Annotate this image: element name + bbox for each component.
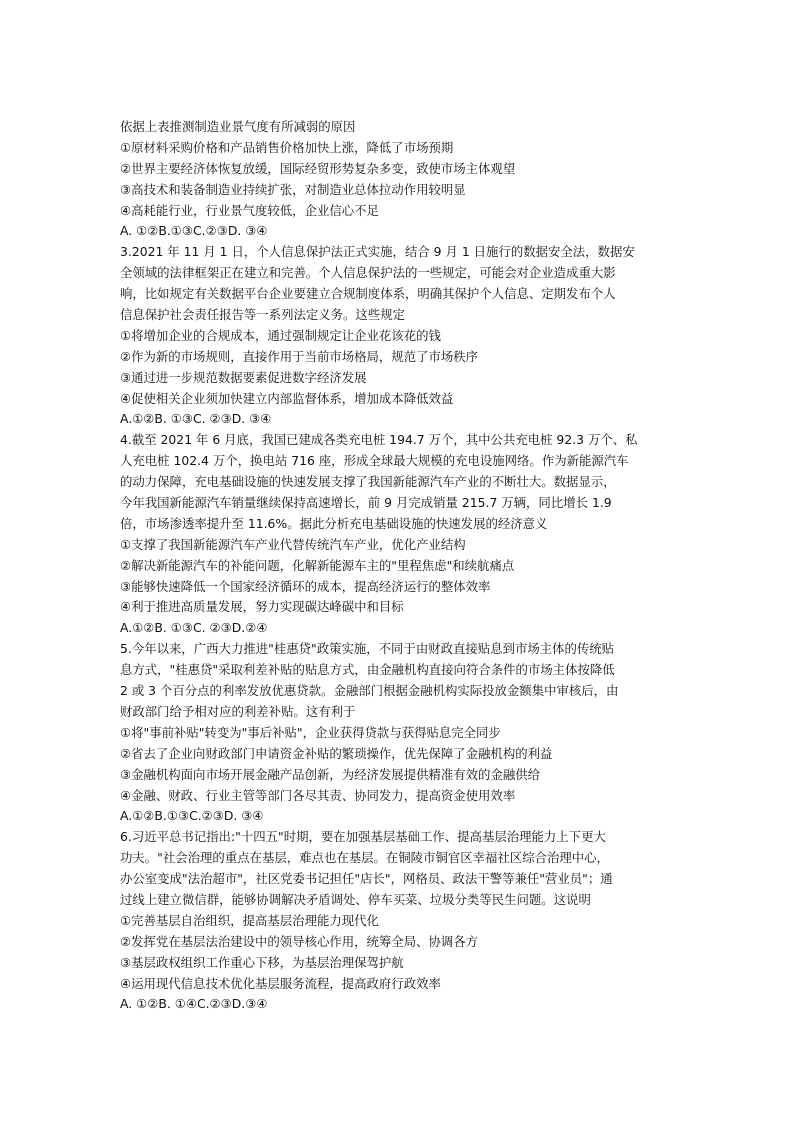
q5-stem-line: 息方式，"桂惠贷"采取利差补贴的贴息方式，由金融机构直接向符合条件的市场主体按降低 xyxy=(120,662,615,678)
q5-option-2: ②省去了企业向财政部门申请资金补贴的繁琐操作，优先保障了金融机构的利益 xyxy=(120,745,553,761)
q5-choices: A.①②B.①③C.②③D. ③④ xyxy=(120,808,264,824)
q6-option-4: ④运用现代信息技术优化基层服务流程，提高政府行政效率 xyxy=(120,975,441,991)
q3-stem-line: 3.2021 年 11 月 1 日，个人信息保护法正式实施，结合 9 月 1 日施行的数据安全法，数据安 xyxy=(120,244,635,260)
q3-stem-line: 响，比如规定有关数据平台企业要建立合规制度体系，明确其保护个人信息、定期发布个人 xyxy=(120,286,616,302)
q6-option-2: ②发挥党在基层法治建设中的领导核心作用，统筹全局、协调各方 xyxy=(120,933,479,949)
q4-option-2: ②解决新能源汽车的补能问题，化解新能源车主的"里程焦虑"和续航痛点 xyxy=(120,557,515,573)
q3-option-3: ③通过进一步规范数据要素促进数字经济发展 xyxy=(120,369,367,385)
q6-stem-line: 6.习近平总书记指出:"十四五"时期，要在加强基层基础工作、提高基层治理能力上下更大 xyxy=(120,829,606,845)
q2-stem: 依据上表推测制造业景气度有所减弱的原因 xyxy=(120,119,356,134)
q6-option-1: ①完善基层自治组织，提高基层治理能力现代化 xyxy=(120,912,379,928)
q3-stem-line: 全领域的法律框架正在建立和完善。个人信息保护法的一些规定，可能会对企业造成重大影 xyxy=(120,265,616,281)
q6-option-3: ③基层政权组织工作重心下移，为基层治理保驾护航 xyxy=(120,954,404,970)
q4-option-3: ③能够快速降低一个国家经济循环的成本，提高经济运行的整体效率 xyxy=(120,578,491,594)
q2-option-4: ④高耗能行业，行业景气度较低，企业信心不足 xyxy=(120,202,379,218)
q6-choices: A. ①②B. ①④C.②③D.③④ xyxy=(120,996,268,1012)
q4-option-1: ①支撑了我国新能源汽车产业代替传统汽车产业，优化产业结构 xyxy=(120,536,466,552)
exam-page xyxy=(120,117,676,1015)
q3-stem-line: 信息保护社会责任报告等一系列法定义务。这些规定 xyxy=(120,307,405,323)
q2-choices: A. ①②B.①③C.②③D. ③④ xyxy=(120,223,268,239)
q5-option-3: ③金融机构面向市场开展金融产品创新，为经济发展提供精准有效的金融供给 xyxy=(120,766,540,782)
q4-stem-line: 今年我国新能源汽车销量继续保持高速增长，前 9 月完成销量 215.7 万辆，同比增长 1.9 xyxy=(120,495,612,511)
q4-stem-line: 的动力保障，充电基础设施的快速发展支撑了我国新能源汽车产业的不断壮大。数据显示， xyxy=(120,474,616,490)
q6-stem-line: 过线上建立微信群，能够协调解决矛盾调处、停车买菜、垃圾分类等民生问题。这说明 xyxy=(120,891,591,907)
q4-option-4: ④利于推进高质量发展，努力实现碳达峰碳中和目标 xyxy=(120,599,404,615)
q5-option-1: ①将"事前补贴"转变为"事后补贴"，企业获得贷款与获得贴息完全同步 xyxy=(120,724,501,740)
q2-option-3: ③高技术和装备制造业持续扩张，对制造业总体拉动作用较明显 xyxy=(120,181,466,197)
q6-stem-line: 办公室变成"法治超市"，社区党委书记担任"店长"，网格员、政法干警等兼任"营业员"；通 xyxy=(120,871,613,887)
q3-option-2: ②作为新的市场规则，直接作用于当前市场格局，规范了市场秩序 xyxy=(120,348,479,364)
q2-option-2: ②世界主要经济体恢复放缓，国际经贸形势复杂多变，致使市场主体观望 xyxy=(120,160,516,176)
q3-choices: A.①②B. ①③C. ②③D. ③④ xyxy=(120,411,272,427)
q5-stem-line: 5.今年以来，广西大力推进"桂惠贷"政策实施，不同于由财政直接贴息到市场主体的传统贴 xyxy=(120,641,615,657)
q4-stem-line: 4.截至 2021 年 6 月底，我国已建成各类充电桩 194.7 万个，其中公共充电桩 92.3 万个、私 xyxy=(120,432,638,448)
q3-option-1: ①将增加企业的合规成本，通过强制规定让企业花该花的钱 xyxy=(120,327,441,343)
q5-stem-line: 财政部门给予相对应的利差补贴。这有利于 xyxy=(120,703,356,719)
q4-choices: A.①②B. ①③C. ②③D.②④ xyxy=(120,620,268,636)
q4-stem-line: 人充电桩 102.4 万个，换电站 716 座，形成全球最大规模的充电设施网络。作为新能源汽车 xyxy=(120,453,629,469)
q2-option-1: ①原材料采购价格和产品销售价格加快上涨，降低了市场预期 xyxy=(120,139,454,155)
q6-stem-line: 功夫。"社会治理的重点在基层，难点也在基层。在铜陵市铜官区幸福社区综合治理中心， xyxy=(120,850,609,866)
q4-stem-line: 倍，市场渗透率提升至 11.6%。据此分析充电基础设施的快速发展的经济意义 xyxy=(120,515,548,531)
q5-stem-line: 2 或 3 个百分点的利率发放优惠贷款。金融部门根据金融机构实际投放金额集中审核后，由 xyxy=(120,683,619,699)
q3-option-4: ④促使相关企业须加快建立内部监督体系，增加成本降低效益 xyxy=(120,390,454,406)
q5-option-4: ④金融、财政、行业主管等部门各尽其责、协同发力，提高资金使用效率 xyxy=(120,787,516,803)
